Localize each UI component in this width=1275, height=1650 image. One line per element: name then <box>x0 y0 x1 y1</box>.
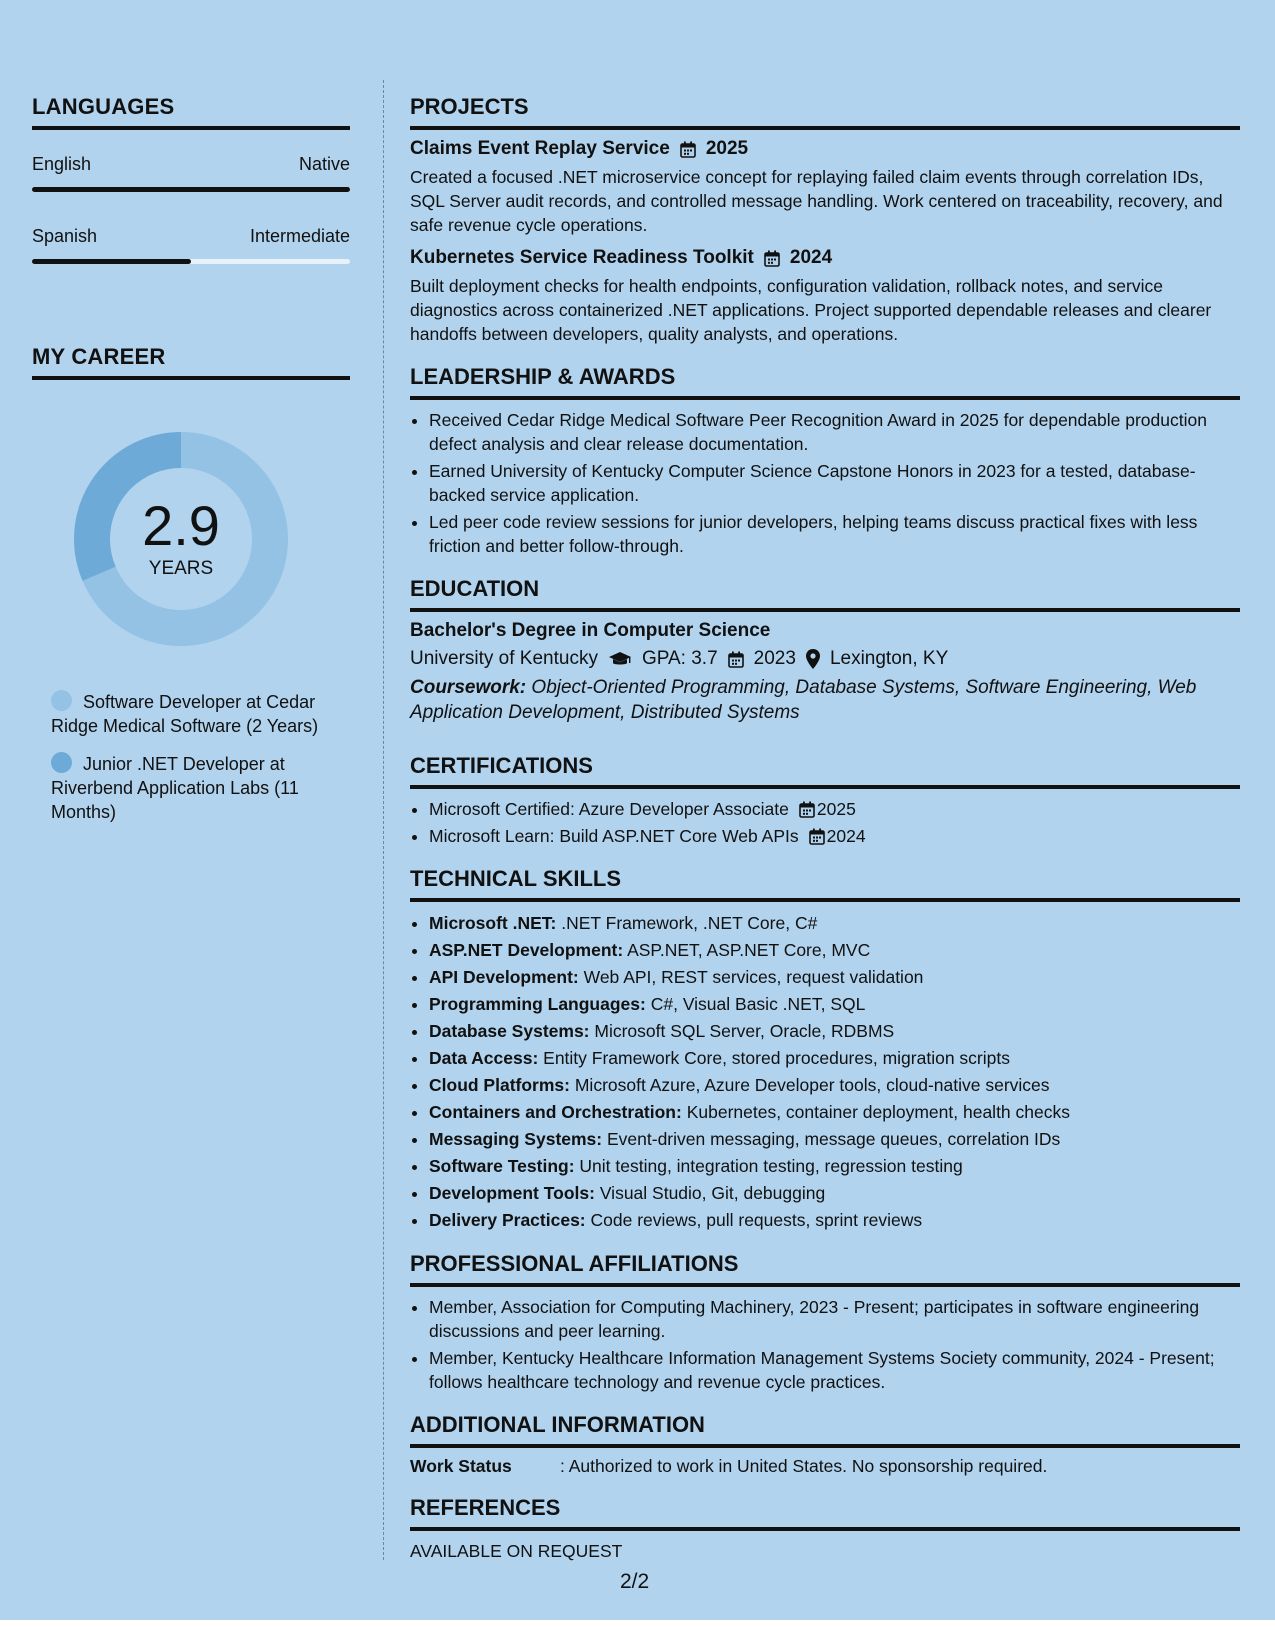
education-meta <box>410 648 1240 670</box>
calendar-icon <box>728 651 744 668</box>
references-section <box>410 1495 1240 1562</box>
skill-label: Programming Languages: <box>429 994 646 1014</box>
list-item: • Member, Kentucky Healthcare Information Management Systems Society community, 2024 - Present; follows healthcare technology and revenue cycle practices. <box>429 1346 1240 1394</box>
skill-label: Data Access: <box>429 1048 539 1068</box>
coursework-list: Object-Oriented Programming, Database Systems, Software Engineering, Web Application Development, Distributed Systems <box>410 677 1197 723</box>
skill-value: Unit testing, integration testing, regression testing <box>579 1156 963 1176</box>
skill-item <box>429 1180 1240 1206</box>
project-description: Built deployment checks for health endpoints, configuration validation, rollback notes, and service diagnostics across containerized .NET applications. Project supported dependable releases and clearer handoffs between developers, quality analysts, and operations. <box>410 276 1212 344</box>
skill-label: Development Tools: <box>429 1183 595 1203</box>
language-level: Native <box>298 154 350 174</box>
language-item <box>32 154 350 192</box>
leadership-title: LEADERSHIP & AWARDS <box>410 364 1240 400</box>
calendar-icon <box>799 801 815 818</box>
project-year: 2025 <box>705 138 749 159</box>
list-item: • Led peer code review sessions for junior developers, helping teams discuss practical fixes with less friction and better follow-through. <box>429 510 1240 558</box>
graduation-cap-icon <box>608 651 632 667</box>
column-divider <box>383 80 384 1560</box>
right-column <box>410 94 1240 1576</box>
skill-item <box>429 1126 1240 1152</box>
additional-section <box>410 1412 1240 1477</box>
skill-value: Event-driven messaging, message queues, correlation IDs <box>607 1129 1061 1149</box>
skill-value: Microsoft SQL Server, Oracle, RDBMS <box>594 1021 895 1041</box>
career-donut-chart <box>66 424 296 654</box>
projects-title: PROJECTS <box>410 94 1240 130</box>
page-number: 2/2 <box>620 1570 650 1593</box>
work-status-value: : Authorized to work in United States. No sponsorship required. <box>560 1456 1048 1476</box>
project-name: Claims Event Replay Service <box>410 138 670 159</box>
career-legend-label: Software Developer at Cedar Ridge Medical Software (2 Years) <box>51 692 319 736</box>
language-name: English <box>32 154 92 174</box>
education-year: 2023 <box>753 648 796 669</box>
education-school: University of Kentucky <box>410 648 598 669</box>
education-coursework <box>410 675 1240 725</box>
career-legend <box>32 690 350 824</box>
language-level: Intermediate <box>249 226 350 246</box>
language-proficiency-fill <box>32 259 191 264</box>
skill-item <box>429 964 1240 990</box>
career-legend-item <box>51 752 350 824</box>
legend-dot-icon <box>51 752 72 773</box>
certification-name: • Microsoft Learn: Build ASP.NET Core Web APIs <box>429 826 799 846</box>
skill-value: Microsoft Azure, Azure Developer tools, cloud-native services <box>574 1075 1050 1095</box>
skill-value: Kubernetes, container deployment, health checks <box>686 1102 1070 1122</box>
skill-label: API Development: <box>429 967 579 987</box>
calendar-icon <box>809 828 825 845</box>
certifications-section <box>410 753 1240 848</box>
affiliations-title: PROFESSIONAL AFFILIATIONS <box>410 1251 1240 1287</box>
education-section <box>410 576 1240 725</box>
skill-value: Entity Framework Core, stored procedures, migration scripts <box>543 1048 1010 1068</box>
work-status-label: Work Status <box>410 1456 512 1476</box>
references-title: REFERENCES <box>410 1495 1240 1531</box>
calendar-icon <box>680 141 696 158</box>
skill-item <box>429 1099 1240 1125</box>
language-proficiency-bar <box>32 187 350 192</box>
skill-label: Microsoft .NET: <box>429 913 557 933</box>
education-gpa: GPA: 3.7 <box>641 648 718 669</box>
career-total-unit: YEARS <box>148 558 214 579</box>
skill-label: ASP.NET Development: <box>429 940 624 960</box>
list-item: • Earned University of Kentucky Computer Science Capstone Honors in 2023 for a tested, database-backed service application. <box>429 459 1240 507</box>
certification-year: 2025 <box>816 799 856 819</box>
skills-title: TECHNICAL SKILLS <box>410 866 1240 902</box>
certification-year: 2024 <box>826 826 866 846</box>
skill-label: Delivery Practices: <box>429 1210 586 1230</box>
legend-dot-icon <box>51 690 72 711</box>
skill-value: Visual Studio, Git, debugging <box>599 1183 826 1203</box>
skill-item <box>429 991 1240 1017</box>
project-description: Created a focused .NET microservice concept for replaying failed claim events through correlation IDs, SQL Server audit records, and controlled message handling. Work centered on traceability, recovery, and safe revenue cycle operations. <box>410 167 1223 235</box>
skill-item <box>429 1018 1240 1044</box>
skill-item <box>429 1153 1240 1179</box>
language-item <box>32 226 350 264</box>
projects-section <box>410 94 1240 346</box>
skill-label: Database Systems: <box>429 1021 590 1041</box>
list-item <box>429 824 1240 848</box>
education-degree: Bachelor's Degree in Computer Science <box>410 620 771 641</box>
skill-label: Cloud Platforms: <box>429 1075 570 1095</box>
skill-item <box>429 1045 1240 1071</box>
language-proficiency-bar <box>32 259 350 264</box>
list-item: • Member, Association for Computing Machinery, 2023 - Present; participates in software engineering discussions and peer learning. <box>429 1295 1240 1343</box>
skill-item <box>429 1207 1240 1233</box>
language-name: Spanish <box>32 226 98 246</box>
skills-section <box>410 866 1240 1233</box>
additional-title: ADDITIONAL INFORMATION <box>410 1412 1240 1448</box>
list-item <box>429 797 1240 821</box>
skill-label: Software Testing: <box>429 1156 575 1176</box>
project-name: Kubernetes Service Readiness Toolkit <box>410 247 754 268</box>
project-item <box>410 138 1240 237</box>
donut-center <box>66 424 296 654</box>
certification-name: • Microsoft Certified: Azure Developer Associate <box>429 799 789 819</box>
skill-item <box>429 1072 1240 1098</box>
skill-item <box>429 937 1240 963</box>
career-legend-label: Junior .NET Developer at Riverbend Application Labs (11 Months) <box>51 754 299 822</box>
coursework-label: Coursework: <box>410 677 527 698</box>
certifications-title: CERTIFICATIONS <box>410 753 1240 789</box>
language-proficiency-fill <box>32 187 350 192</box>
career-title: MY CAREER <box>32 344 350 380</box>
skill-label: Containers and Orchestration: <box>429 1102 682 1122</box>
location-pin-icon <box>806 649 820 669</box>
skill-value: C#, Visual Basic .NET, SQL <box>650 994 866 1014</box>
skill-value: .NET Framework, .NET Core, C# <box>561 913 818 933</box>
skill-value: Web API, REST services, request validation <box>583 967 924 987</box>
project-year: 2024 <box>789 247 833 268</box>
skills-list <box>410 910 1240 1233</box>
career-total-value: 2.9 <box>142 494 220 557</box>
references-text: AVAILABLE ON REQUEST <box>410 1541 623 1561</box>
skill-item <box>429 910 1240 936</box>
skill-value: Code reviews, pull requests, sprint reviews <box>590 1210 923 1230</box>
education-location: Lexington, KY <box>829 648 949 669</box>
leadership-section <box>410 364 1240 558</box>
calendar-icon <box>764 250 780 267</box>
work-status-row <box>410 1456 1240 1477</box>
education-title: EDUCATION <box>410 576 1240 612</box>
languages-title: LANGUAGES <box>32 94 350 130</box>
project-item <box>410 247 1240 346</box>
affiliations-section <box>410 1251 1240 1394</box>
skill-label: Messaging Systems: <box>429 1129 603 1149</box>
career-legend-item <box>51 690 350 738</box>
page-gap <box>0 1620 1275 1650</box>
list-item: • Received Cedar Ridge Medical Software Peer Recognition Award in 2025 for dependable production defect analysis and clear release documentation. <box>429 408 1240 456</box>
left-column <box>32 94 350 838</box>
skill-value: ASP.NET, ASP.NET Core, MVC <box>627 940 871 960</box>
